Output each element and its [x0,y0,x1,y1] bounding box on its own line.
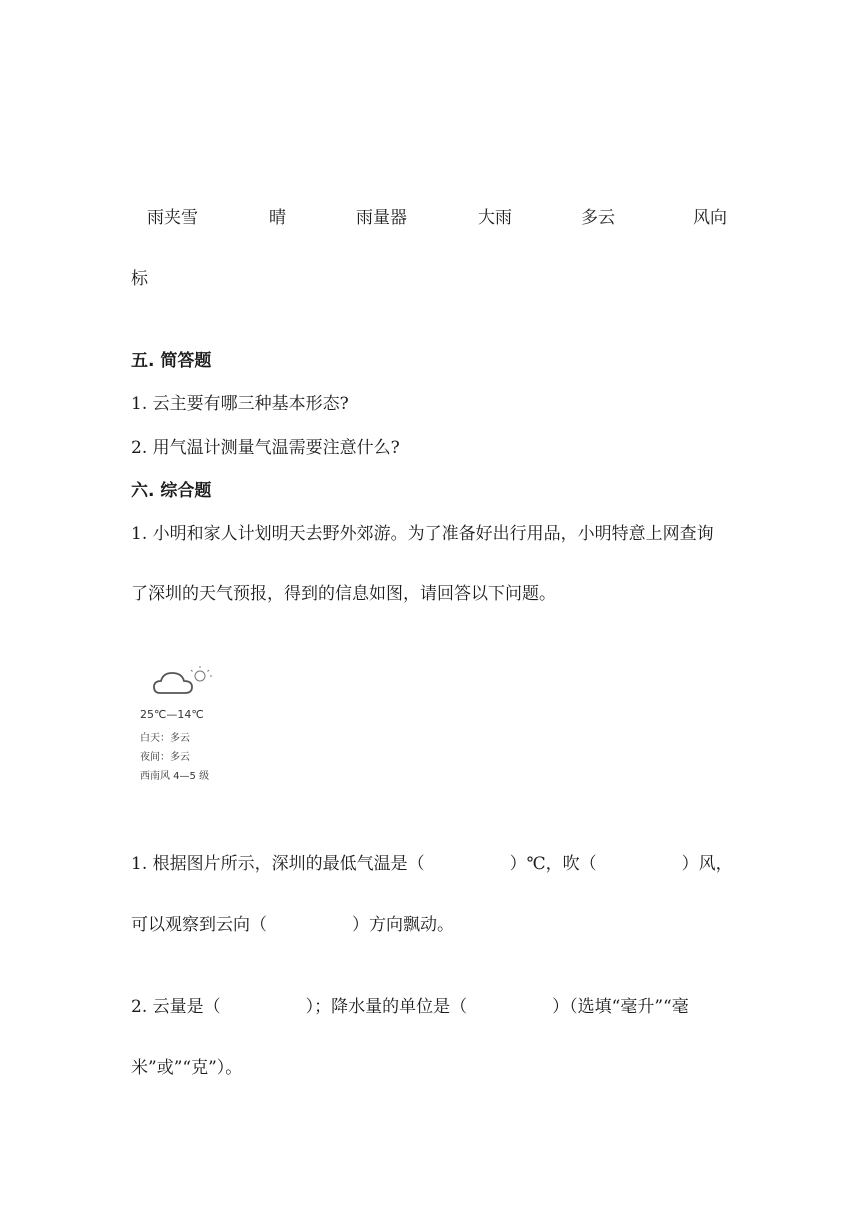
forecast-daytime: 白天：多云 [140,733,190,744]
subquestion-2-line2: 米”或”“克”）。 [131,1058,243,1078]
subquestion-1-line2: 可以观察到云向（ ）方向飘动。 [131,915,454,935]
section5-title: 五. 简答题 [131,351,212,371]
option-sunny: 晴 [269,208,286,228]
forecast-nighttime: 夜间：多云 [140,752,190,763]
forecast-wind: 西南风 4—5 级 [140,771,210,782]
option-heavy-rain: 大雨 [478,208,512,228]
option-wind-vane-part1: 风向 [693,208,727,228]
section6-intro-line2: 了深圳的天气预报，得到的信息如图，请回答以下问题。 [131,584,556,604]
option-sleet: 雨夹雪 [147,208,198,228]
forecast-temperature: 25℃—14℃ [140,708,204,721]
option-cloudy: 多云 [581,208,615,228]
option-rain-gauge: 雨量器 [356,208,407,228]
option-wind-vane-part2: 标 [131,269,148,289]
section5-question-2: 2. 用气温计测量气温需要注意什么? [131,438,400,458]
subquestion-2-line1: 2. 云量是（ ）；降水量的单位是（ ）（选填“毫升”“毫 [131,997,689,1017]
partly-cloudy-icon [152,662,222,702]
section5-question-1: 1. 云主要有哪三种基本形态? [131,394,349,414]
section6-title: 六. 综合题 [131,481,212,501]
section6-intro-line1: 1. 小明和家人计划明天去野外郊游。为了准备好出行用品，小明特意上网查询 [131,524,714,544]
subquestion-1-line1: 1. 根据图片所示，深圳的最低气温是（ ）℃，吹（ ）风， [131,854,733,874]
